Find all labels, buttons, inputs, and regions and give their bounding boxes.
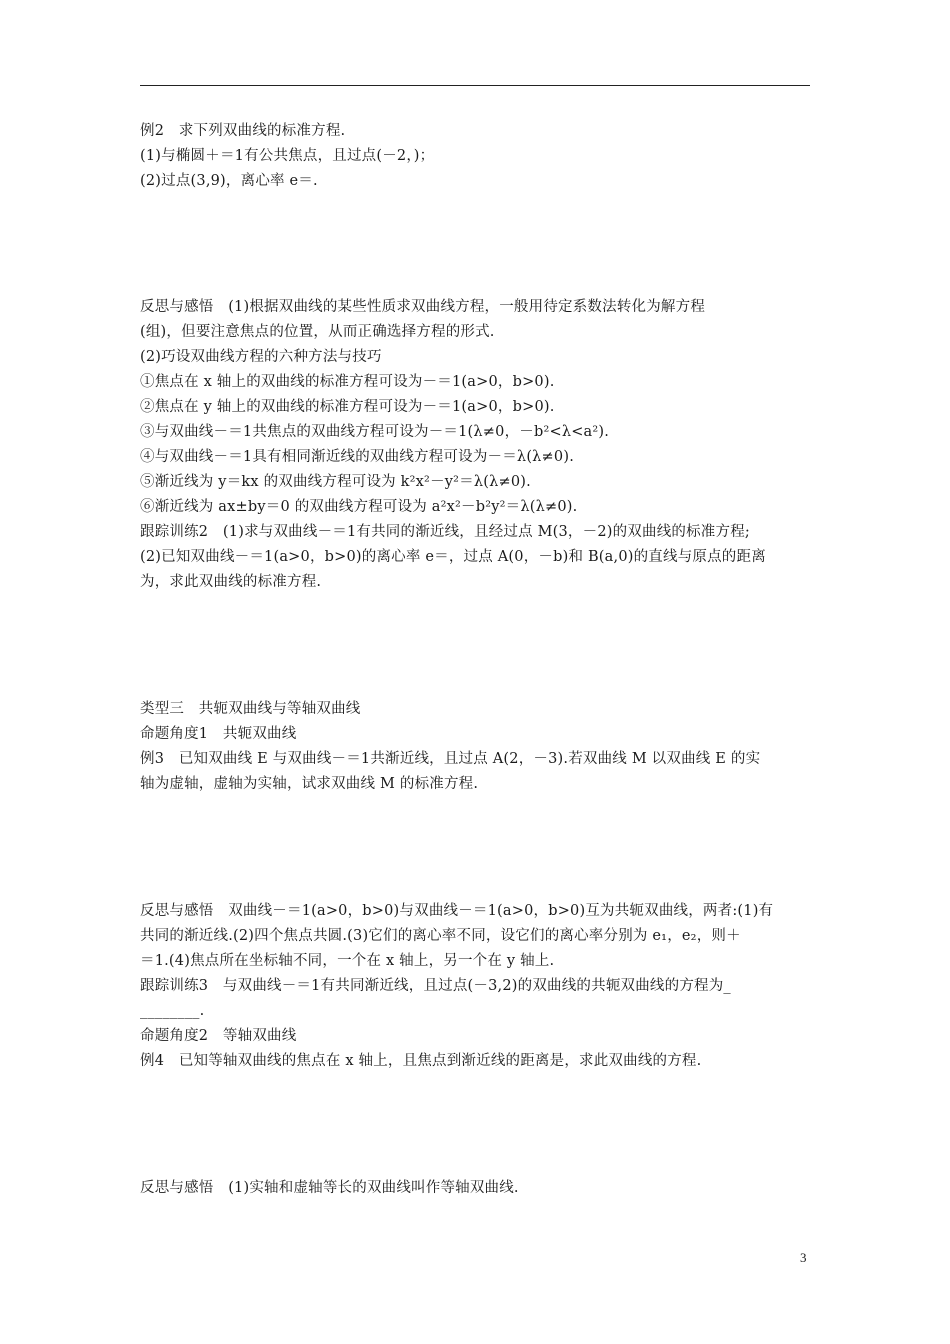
technique-5: ⑤渐近线为 y＝kx 的双曲线方程可设为 k²x²－y²＝λ(λ≠0). xyxy=(140,474,531,490)
topic-angle-1: 命题角度1 共轭双曲线 xyxy=(140,726,297,742)
reflection-3-line-2: 共同的渐近线.(2)四个焦点共圆.(3)它们的离心率不同，设它们的离心率分别为 e₁，e₂，则＋ xyxy=(140,928,741,944)
technique-2: ②焦点在 y 轴上的双曲线的标准方程可设为－＝1(a>0，b>0). xyxy=(140,399,555,415)
example-3-line-2: 轴为虚轴，虚轴为实轴，试求双曲线 M 的标准方程. xyxy=(140,776,479,792)
header-rule xyxy=(140,85,810,86)
section-3-title: 类型三 共轭双曲线与等轴双曲线 xyxy=(140,701,361,717)
page-number: 3 xyxy=(800,1250,807,1265)
reflection-1-line-2: (组)，但要注意焦点的位置，从而正确选择方程的形式. xyxy=(140,324,495,340)
reflection-3-line-1: 反思与感悟 双曲线－＝1(a>0，b>0)与双曲线－＝1(a>0，b>0)互为共轭双曲线，两者:(1)有 xyxy=(140,903,774,919)
reflection-1-line-3: (2)巧设双曲线方程的六种方法与技巧 xyxy=(140,349,382,365)
example-2-part-1: (1)与椭圆＋＝1有公共焦点，且过点(－2，)； xyxy=(140,148,435,164)
example-2-part-2: (2)过点(3,9)，离心率 e＝. xyxy=(140,173,318,189)
example-3-line-1: 例3 已知双曲线 E 与双曲线－＝1共渐近线，且过点 A(2，－3).若双曲线 M 以双曲线 E 的实 xyxy=(140,751,761,767)
technique-4: ④与双曲线－＝1具有相同渐近线的双曲线方程可设为－＝λ(λ≠0). xyxy=(140,449,575,465)
example-4: 例4 已知等轴双曲线的焦点在 x 轴上，且焦点到渐近线的距离是，求此双曲线的方程. xyxy=(140,1053,702,1069)
reflection-1-line-1: 反思与感悟 (1)根据双曲线的某些性质求双曲线方程，一般用待定系数法转化为解方程 xyxy=(140,299,706,315)
practice-3-line-1: 跟踪训练3 与双曲线－＝1有共同渐近线，且过点(－3,2)的双曲线的共轭双曲线的方程为_ xyxy=(140,978,731,994)
practice-2-line-2: (2)已知双曲线－＝1(a>0，b>0)的离心率 e＝，过点 A(0，－b)和 B(a,0)的直线与原点的距离 xyxy=(140,549,766,565)
topic-angle-2: 命题角度2 等轴双曲线 xyxy=(140,1028,297,1044)
reflection-4: 反思与感悟 (1)实轴和虚轴等长的双曲线叫作等轴双曲线. xyxy=(140,1180,519,1196)
practice-2-line-1: 跟踪训练2 (1)求与双曲线－＝1有共同的渐近线，且经过点 M(3，－2)的双曲线的标准方程; xyxy=(140,524,750,540)
technique-1: ①焦点在 x 轴上的双曲线的标准方程可设为－＝1(a>0，b>0). xyxy=(140,374,555,390)
practice-3-blank: ________. xyxy=(140,1003,205,1019)
practice-2-line-3: 为，求此双曲线的标准方程. xyxy=(140,574,322,590)
technique-3: ③与双曲线－＝1共焦点的双曲线方程可设为－＝1(λ≠0，－b²<λ<a²). xyxy=(140,424,610,440)
example-2-title: 例2 求下列双曲线的标准方程. xyxy=(140,123,346,139)
technique-6: ⑥渐近线为 ax±by＝0 的双曲线方程可设为 a²x²－b²y²＝λ(λ≠0). xyxy=(140,499,578,515)
reflection-3-line-3: ＝1.(4)焦点所在坐标轴不同，一个在 x 轴上，另一个在 y 轴上. xyxy=(140,953,555,969)
